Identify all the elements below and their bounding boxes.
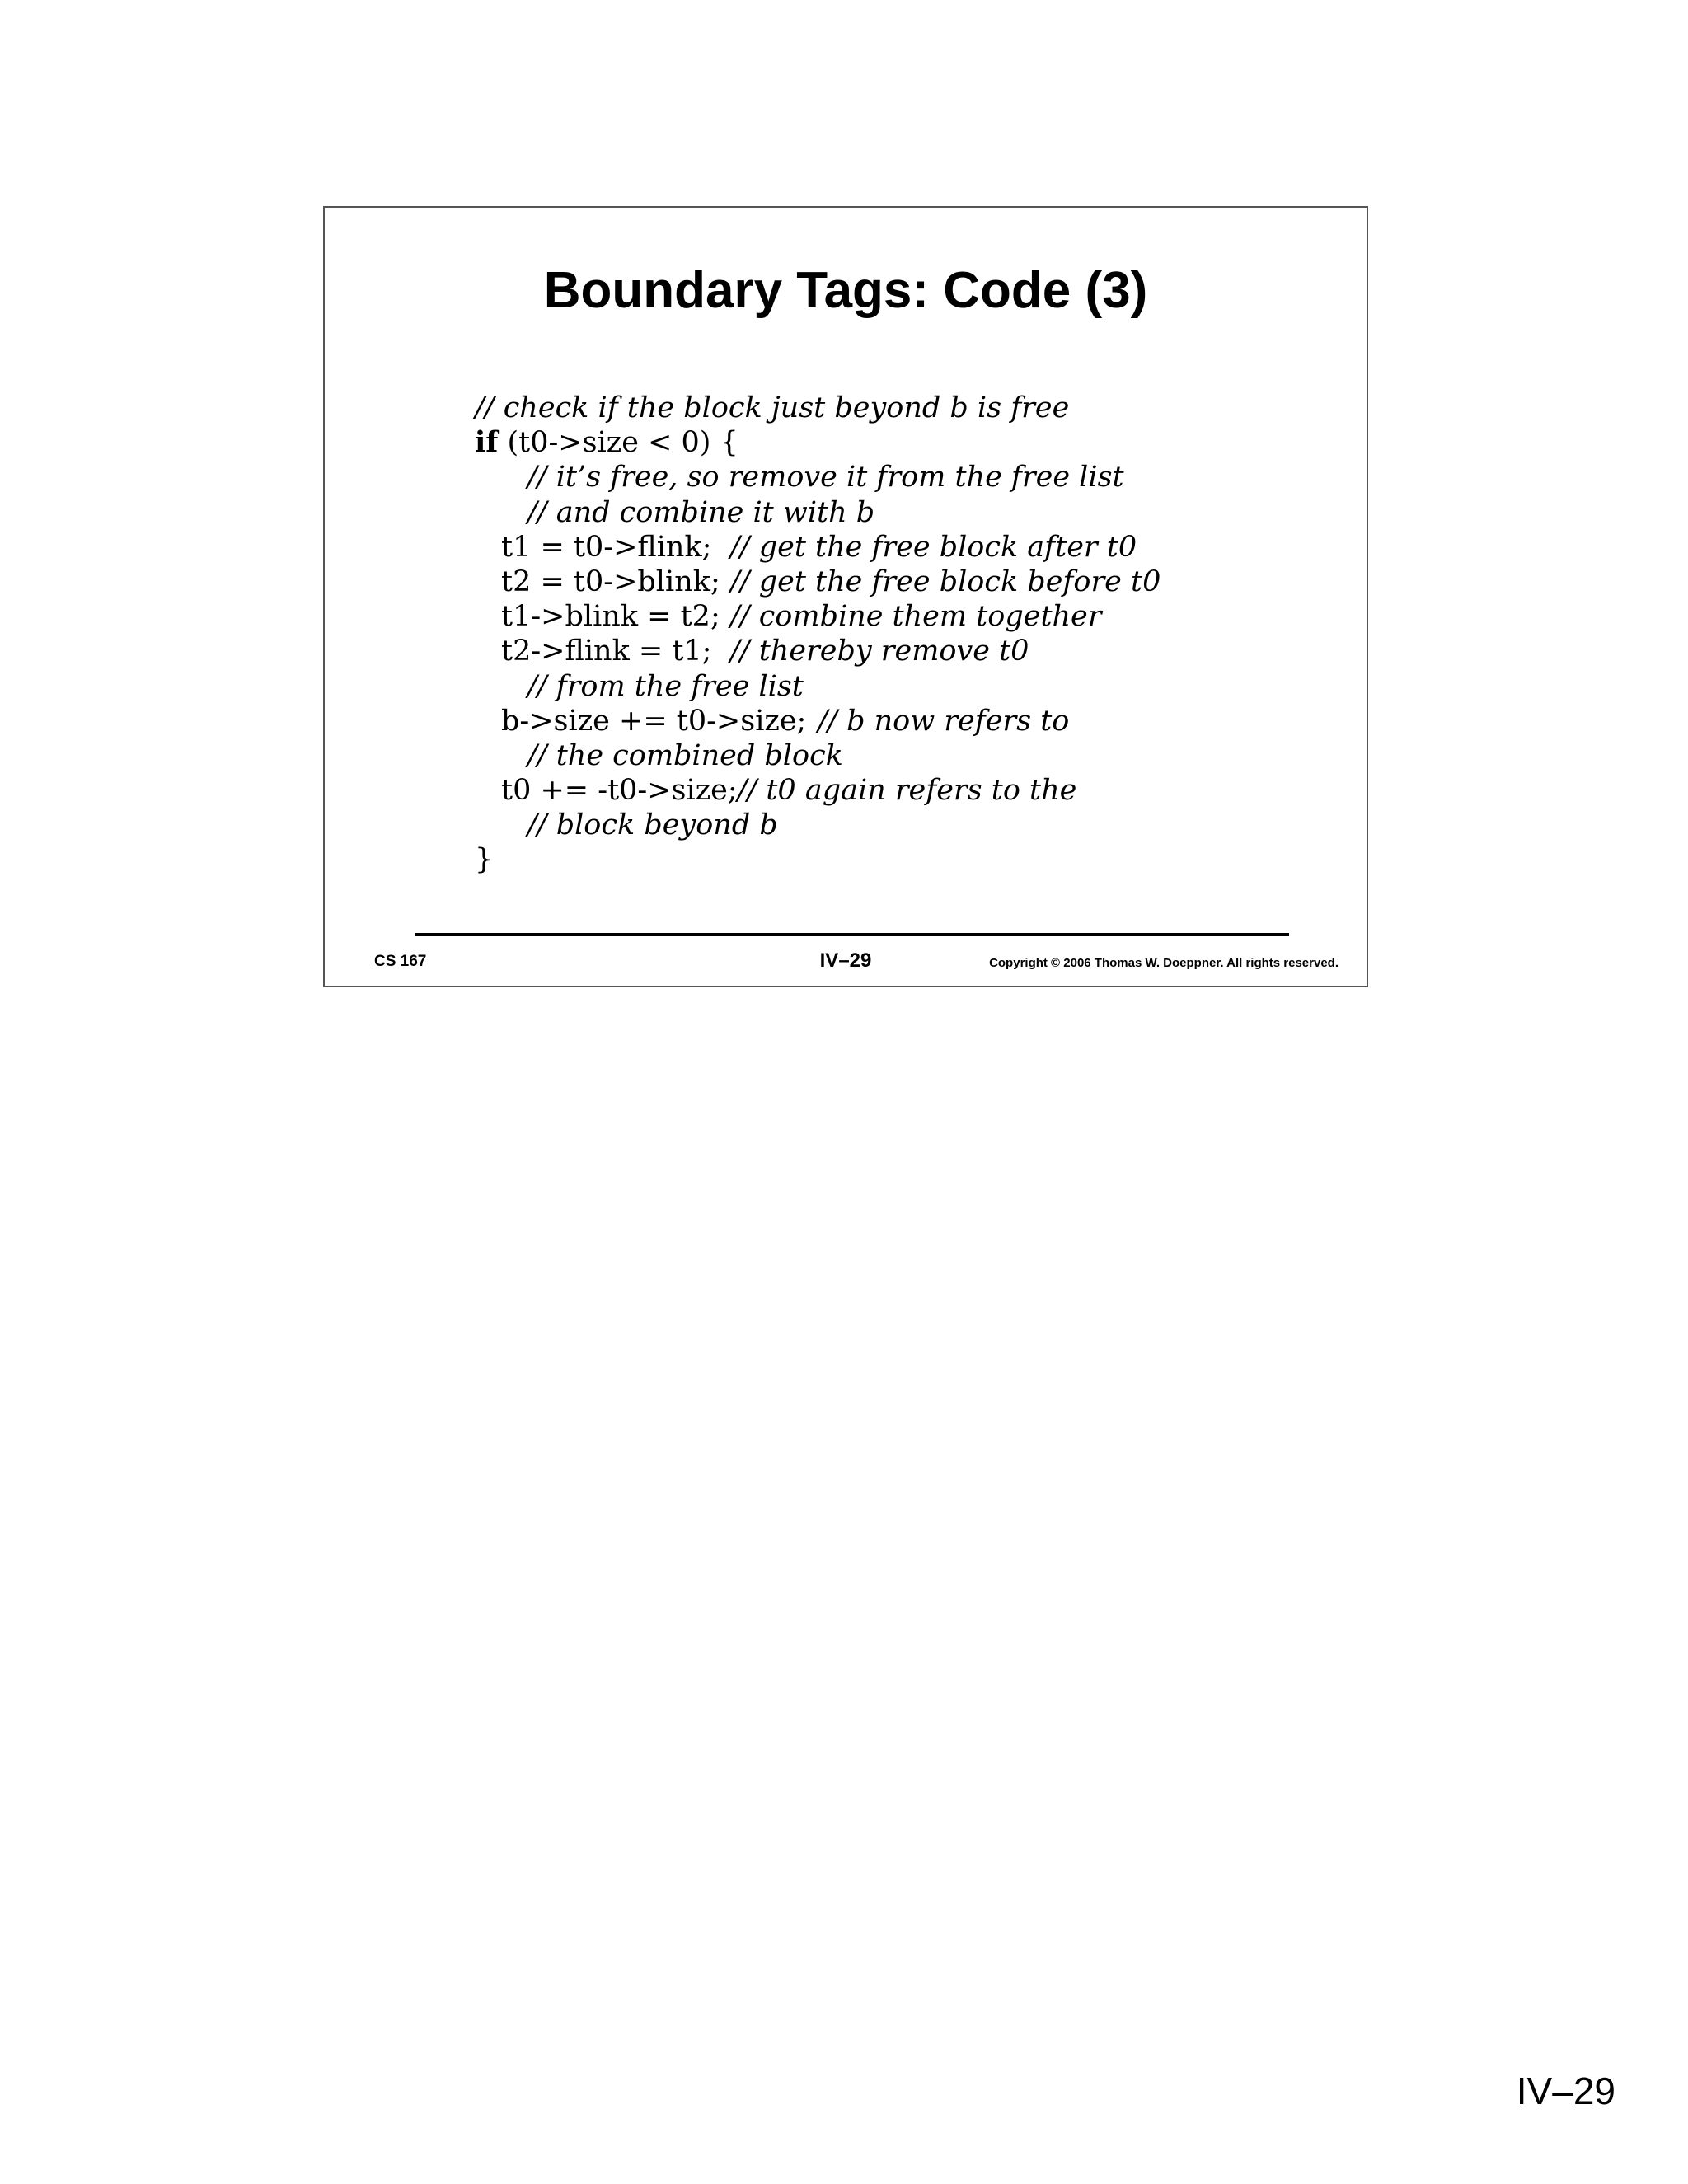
code-line xyxy=(475,669,1340,704)
slide-title: Boundary Tags: Code (3) xyxy=(543,262,1148,319)
code-comment: // the combined block xyxy=(528,738,843,772)
code-line xyxy=(475,391,1340,425)
code-line xyxy=(475,634,1340,668)
code-comment: // get the free block after t0 xyxy=(730,530,1137,564)
code-line xyxy=(475,495,1340,530)
code-statement: t1 = t0->flink; xyxy=(501,530,712,564)
code-line xyxy=(475,599,1340,634)
code-statement: (t0->size < 0) { xyxy=(498,426,738,460)
code-line xyxy=(475,530,1340,565)
code-statement: t2->flink = t1; xyxy=(501,635,712,668)
code-line xyxy=(475,842,1340,877)
code-line xyxy=(475,460,1340,494)
code-comment: // combine them together xyxy=(730,600,1102,634)
code-line xyxy=(475,704,1340,738)
code-comment: // t0 again refers to the xyxy=(737,774,1077,808)
code-comment: // and combine it with b xyxy=(528,495,875,529)
code-statement: b->size += t0->size; xyxy=(501,704,807,738)
code-comment: // b now refers to xyxy=(818,704,1070,738)
footer-divider xyxy=(415,933,1289,936)
code-comment: // get the free block before t0 xyxy=(730,565,1161,598)
slide xyxy=(323,206,1368,987)
code-line xyxy=(475,773,1340,808)
code-comment: // thereby remove t0 xyxy=(730,635,1029,668)
footer-copyright: Copyright © 2006 Thomas W. Doeppner. All rights reserved. xyxy=(989,956,1339,970)
page-number: IV–29 xyxy=(1516,2069,1615,2112)
code-line xyxy=(475,565,1340,599)
code-line xyxy=(475,738,1340,773)
code-line xyxy=(475,808,1340,842)
code-line xyxy=(475,425,1340,460)
footer-slide-number: IV–29 xyxy=(819,949,872,972)
code-statement: t0 += -t0->size; xyxy=(501,774,738,808)
code-comment: // from the free list xyxy=(528,669,804,703)
code-comment: // check if the block just beyond b is free xyxy=(475,391,1070,424)
code-comment: // block beyond b xyxy=(528,808,778,842)
footer-course: CS 167 xyxy=(374,953,427,970)
code-statement: t1->blink = t2; xyxy=(501,600,720,634)
code-statement: t2 = t0->blink; xyxy=(501,565,720,598)
code-keyword: if xyxy=(475,425,499,460)
code-block xyxy=(475,391,1340,878)
code-comment: // it’s free, so remove it from the free list xyxy=(528,461,1124,494)
code-statement: } xyxy=(475,843,494,877)
